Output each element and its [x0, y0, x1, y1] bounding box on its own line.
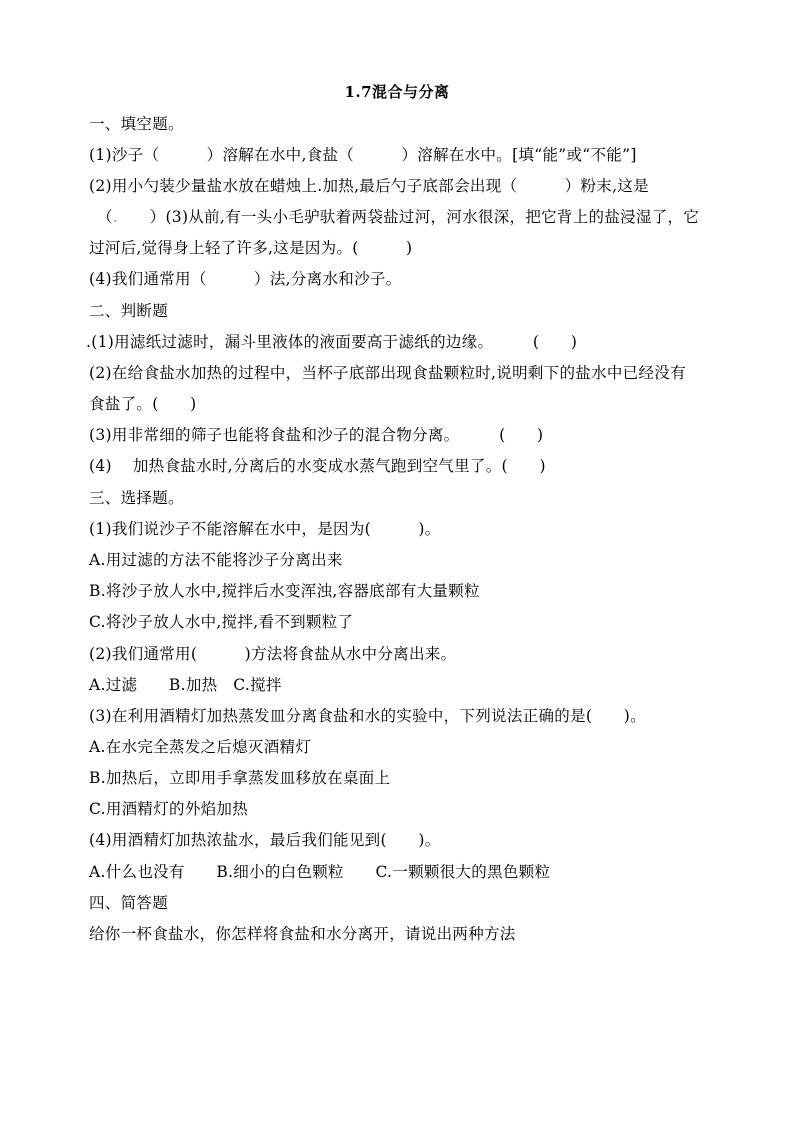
section-heading-judge: 二、判断题	[89, 302, 169, 320]
question-judge-3: (3)用非常细的筛子也能将食盐和沙子的混合物分离。 ( )	[89, 426, 544, 444]
question-fill-3-start: ）(3)从前,有一头小毛驴驮着两袋盐过河，河水很深，把它背上的盐浸湿了，它	[118, 208, 700, 226]
question-choice-1: (1)我们说沙子不能溶解在水中，是因为( )。	[89, 520, 441, 538]
section-heading-short-answer: 四、简答题	[89, 894, 169, 912]
page-title: 1.7混合与分离	[344, 83, 450, 101]
choice-2-options: A.过滤 B.加热 C.搅拌	[89, 676, 282, 694]
question-judge-1: .(1)用滤纸过滤时，漏斗里液体的液面要高于滤纸的边缘。 ( )	[86, 333, 578, 351]
choice-3-option-b: B.加热后，立即用手拿蒸发皿移放在桌面上	[89, 769, 391, 787]
question-fill-2-line2	[97, 207, 727, 227]
question-fill-3-line2: 过河后,觉得身上轻了许多,这是因为。( )	[89, 239, 413, 257]
question-judge-4: (4) 加热食盐水时,分离后的水变成水蒸气跑到空气里了。( )	[89, 457, 546, 475]
question-choice-4: (4)用酒精灯加热浓盐水，最后我们能见到( )。	[89, 831, 441, 849]
choice-3-option-a: A.在水完全蒸发之后熄灭酒精灯	[89, 738, 312, 756]
question-judge-2-line1: (2)在给食盐水加热的过程中，当杯子底部出现食盐颗粒时,说明剩下的盐水中已经没有	[89, 364, 686, 382]
question-fill-1: (1)沙子（ ）溶解在水中,食盐（ ）溶解在水中。[填“能”或“不能”]	[89, 146, 637, 164]
question-fill-4: (4)我们通常用（ ）法,分离水和沙子。	[89, 270, 402, 288]
choice-1-option-b: B.将沙子放人水中,搅拌后水变浑浊,容器底部有大量颗粒	[89, 582, 480, 600]
choice-4-options: A.什么也没有 B.细小的白色颗粒 C.一颗颗很大的黑色颗粒	[89, 863, 551, 881]
question-fill-2-line1: (2)用小勺装少量盐水放在蜡烛上.加热,最后勺子底部会出现（ ）粉末,这是	[89, 177, 649, 195]
choice-3-option-c: C.用酒精灯的外焰加热	[89, 800, 249, 818]
question-choice-2: (2)我们通常用( )方法将食盐从水中分离出来。	[89, 645, 457, 663]
question-choice-3: (3)在利用酒精灯加热蒸发皿分离食盐和水的实验中，下列说法正确的是( )。	[89, 707, 646, 725]
section-heading-fill-blank: 一、填空题。	[89, 115, 184, 133]
section-heading-choice: 三、选择题。	[89, 489, 184, 507]
question-judge-2-line2: 食盐了。( )	[89, 395, 197, 413]
stray-mark: .	[112, 208, 119, 226]
choice-1-option-a: A.用过滤的方法不能将沙子分离出来	[89, 551, 343, 569]
question-short-answer-1: 给你一杯食盐水，你怎样将食盐和水分离开，请说出两种方法	[89, 925, 516, 943]
choice-1-option-c: C.将沙子放人水中,搅拌,看不到颗粒了	[89, 613, 354, 631]
bracket-open: （	[97, 208, 113, 226]
